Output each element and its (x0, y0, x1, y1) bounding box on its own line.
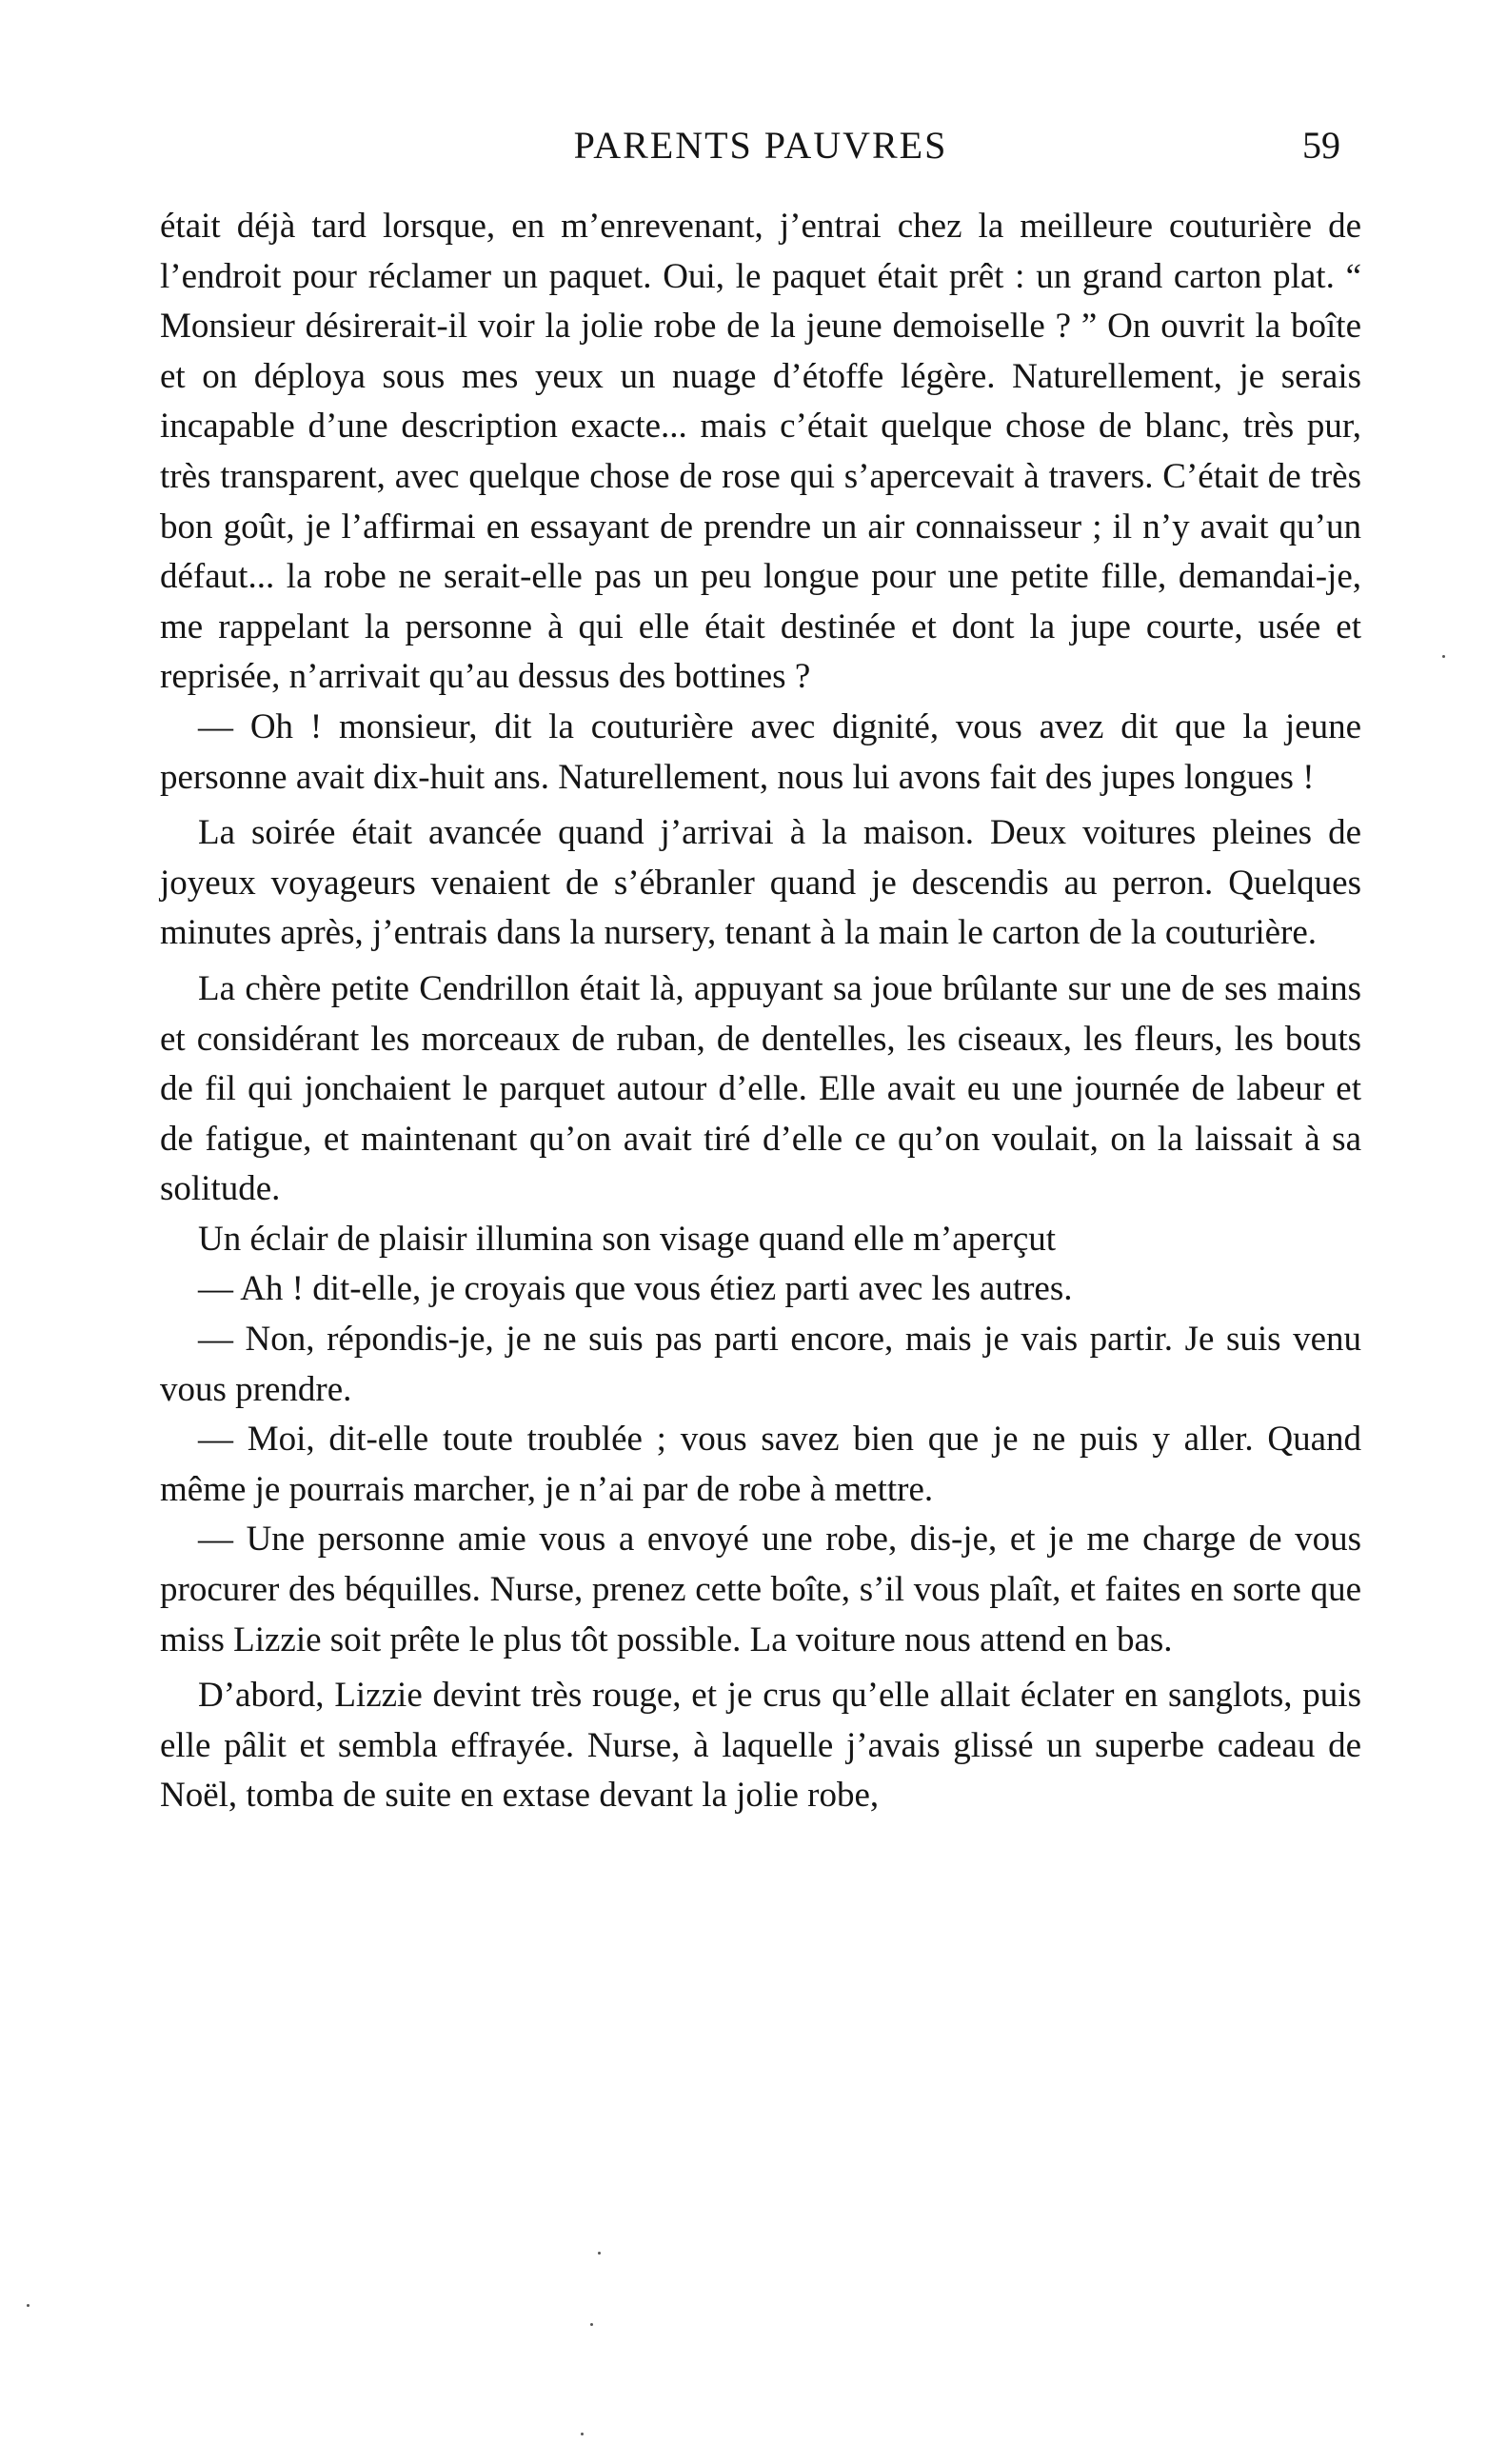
paragraph: D’abord, Lizzie devint très rouge, et je crus qu’elle allait éclater en sanglots, puis elle pâlit et sembla effrayée. Nurse, à laquelle j’avais glissé un superbe cadeau de Noël, tomba de suite en extase devant la jolie robe, (160, 1676, 1361, 1816)
paragraph: La soirée était avancée quand j’arrivai à la maison. Deux voitures pleines de joyeux voyageurs venaient de s’ébranler quand je descendis au perron. Quelques minutes après, j’entrais dans la nursery, tenant à la main le carton de la couturière. (160, 813, 1361, 953)
body-text (160, 202, 1361, 1821)
running-head (160, 122, 1361, 169)
paragraph: — Non, répondis-je, je ne suis pas parti encore, mais je vais partir. Je suis venu vous prendre. (160, 1320, 1361, 1409)
running-title: PARENTS PAUVRES (573, 124, 948, 167)
paragraph: Un éclair de plaisir illumina son visage quand elle m’aperçut (198, 1219, 1057, 1259)
paragraph: — Moi, dit-elle toute troublée ; vous savez bien que je ne puis y aller. Quand même je pourrais marcher, je n’ai par de robe à mettre. (160, 1420, 1361, 1509)
paragraph: — Ah ! dit-elle, je croyais que vous étiez parti avec les autres. (198, 1269, 1073, 1309)
paper-speck (598, 2252, 601, 2255)
paragraph: était déjà tard lorsque, en m’enrevenant, j’entrai chez la meilleure couturière de l’endroit pour réclamer un paquet. Oui, le paquet était prêt : un grand carton plat. “ Monsieur désirerait-il voir la jolie robe de la jeune demoiselle ? ” On ouvrit la boîte et on déploya sous mes yeux un nuage d’étoffe légère. Naturellement, je serais incapable d’une description exacte... mais c’était quelque chose de blanc, très pur, très transparent, avec quelque chose de rose qui s’apercevait à travers. C’était de très bon goût, je l’affirmai en essayant de prendre un air connaisseur ; il n’y avait qu’un défaut... la robe ne serait-elle pas un peu longue pour une petite fille, demandai-je, me rappelant la personne à qui elle était destinée et dont la jupe courte, usée et reprisée, n’arrivait qu’au dessus des bottines ? (160, 207, 1361, 697)
paragraph: La chère petite Cendrillon était là, appuyant sa joue brûlante sur une de ses mains et considérant les morceaux de ruban, de dentelles, les ciseaux, les fleurs, les bouts de fil qui jonchaient le parquet autour d’elle. Elle avait eu une journée de labeur et de fatigue, et maintenant qu’on avait tiré d’elle ce qu’on voulait, on la laissait à sa solitude. (160, 968, 1361, 1209)
paper-speck (1442, 655, 1445, 658)
paragraph: — Oh ! monsieur, dit la couturière avec dignité, vous avez dit que la jeune personne avait dix-huit ans. Naturellement, nous lui avons fait des jupes longues ! (160, 706, 1361, 797)
paper-speck (590, 2323, 593, 2326)
paragraph: — Une personne amie vous a envoyé une robe, dis-je, et je me charge de vous procurer des béquilles. Nurse, prenez cette boîte, s’il vous plaît, et faites en sorte que miss Lizzie soit prête le plus tôt possible. La voiture nous attend en bas. (160, 1520, 1361, 1659)
paper-speck (27, 2304, 30, 2307)
page-number: 59 (1302, 124, 1340, 167)
paper-speck (581, 2433, 584, 2435)
